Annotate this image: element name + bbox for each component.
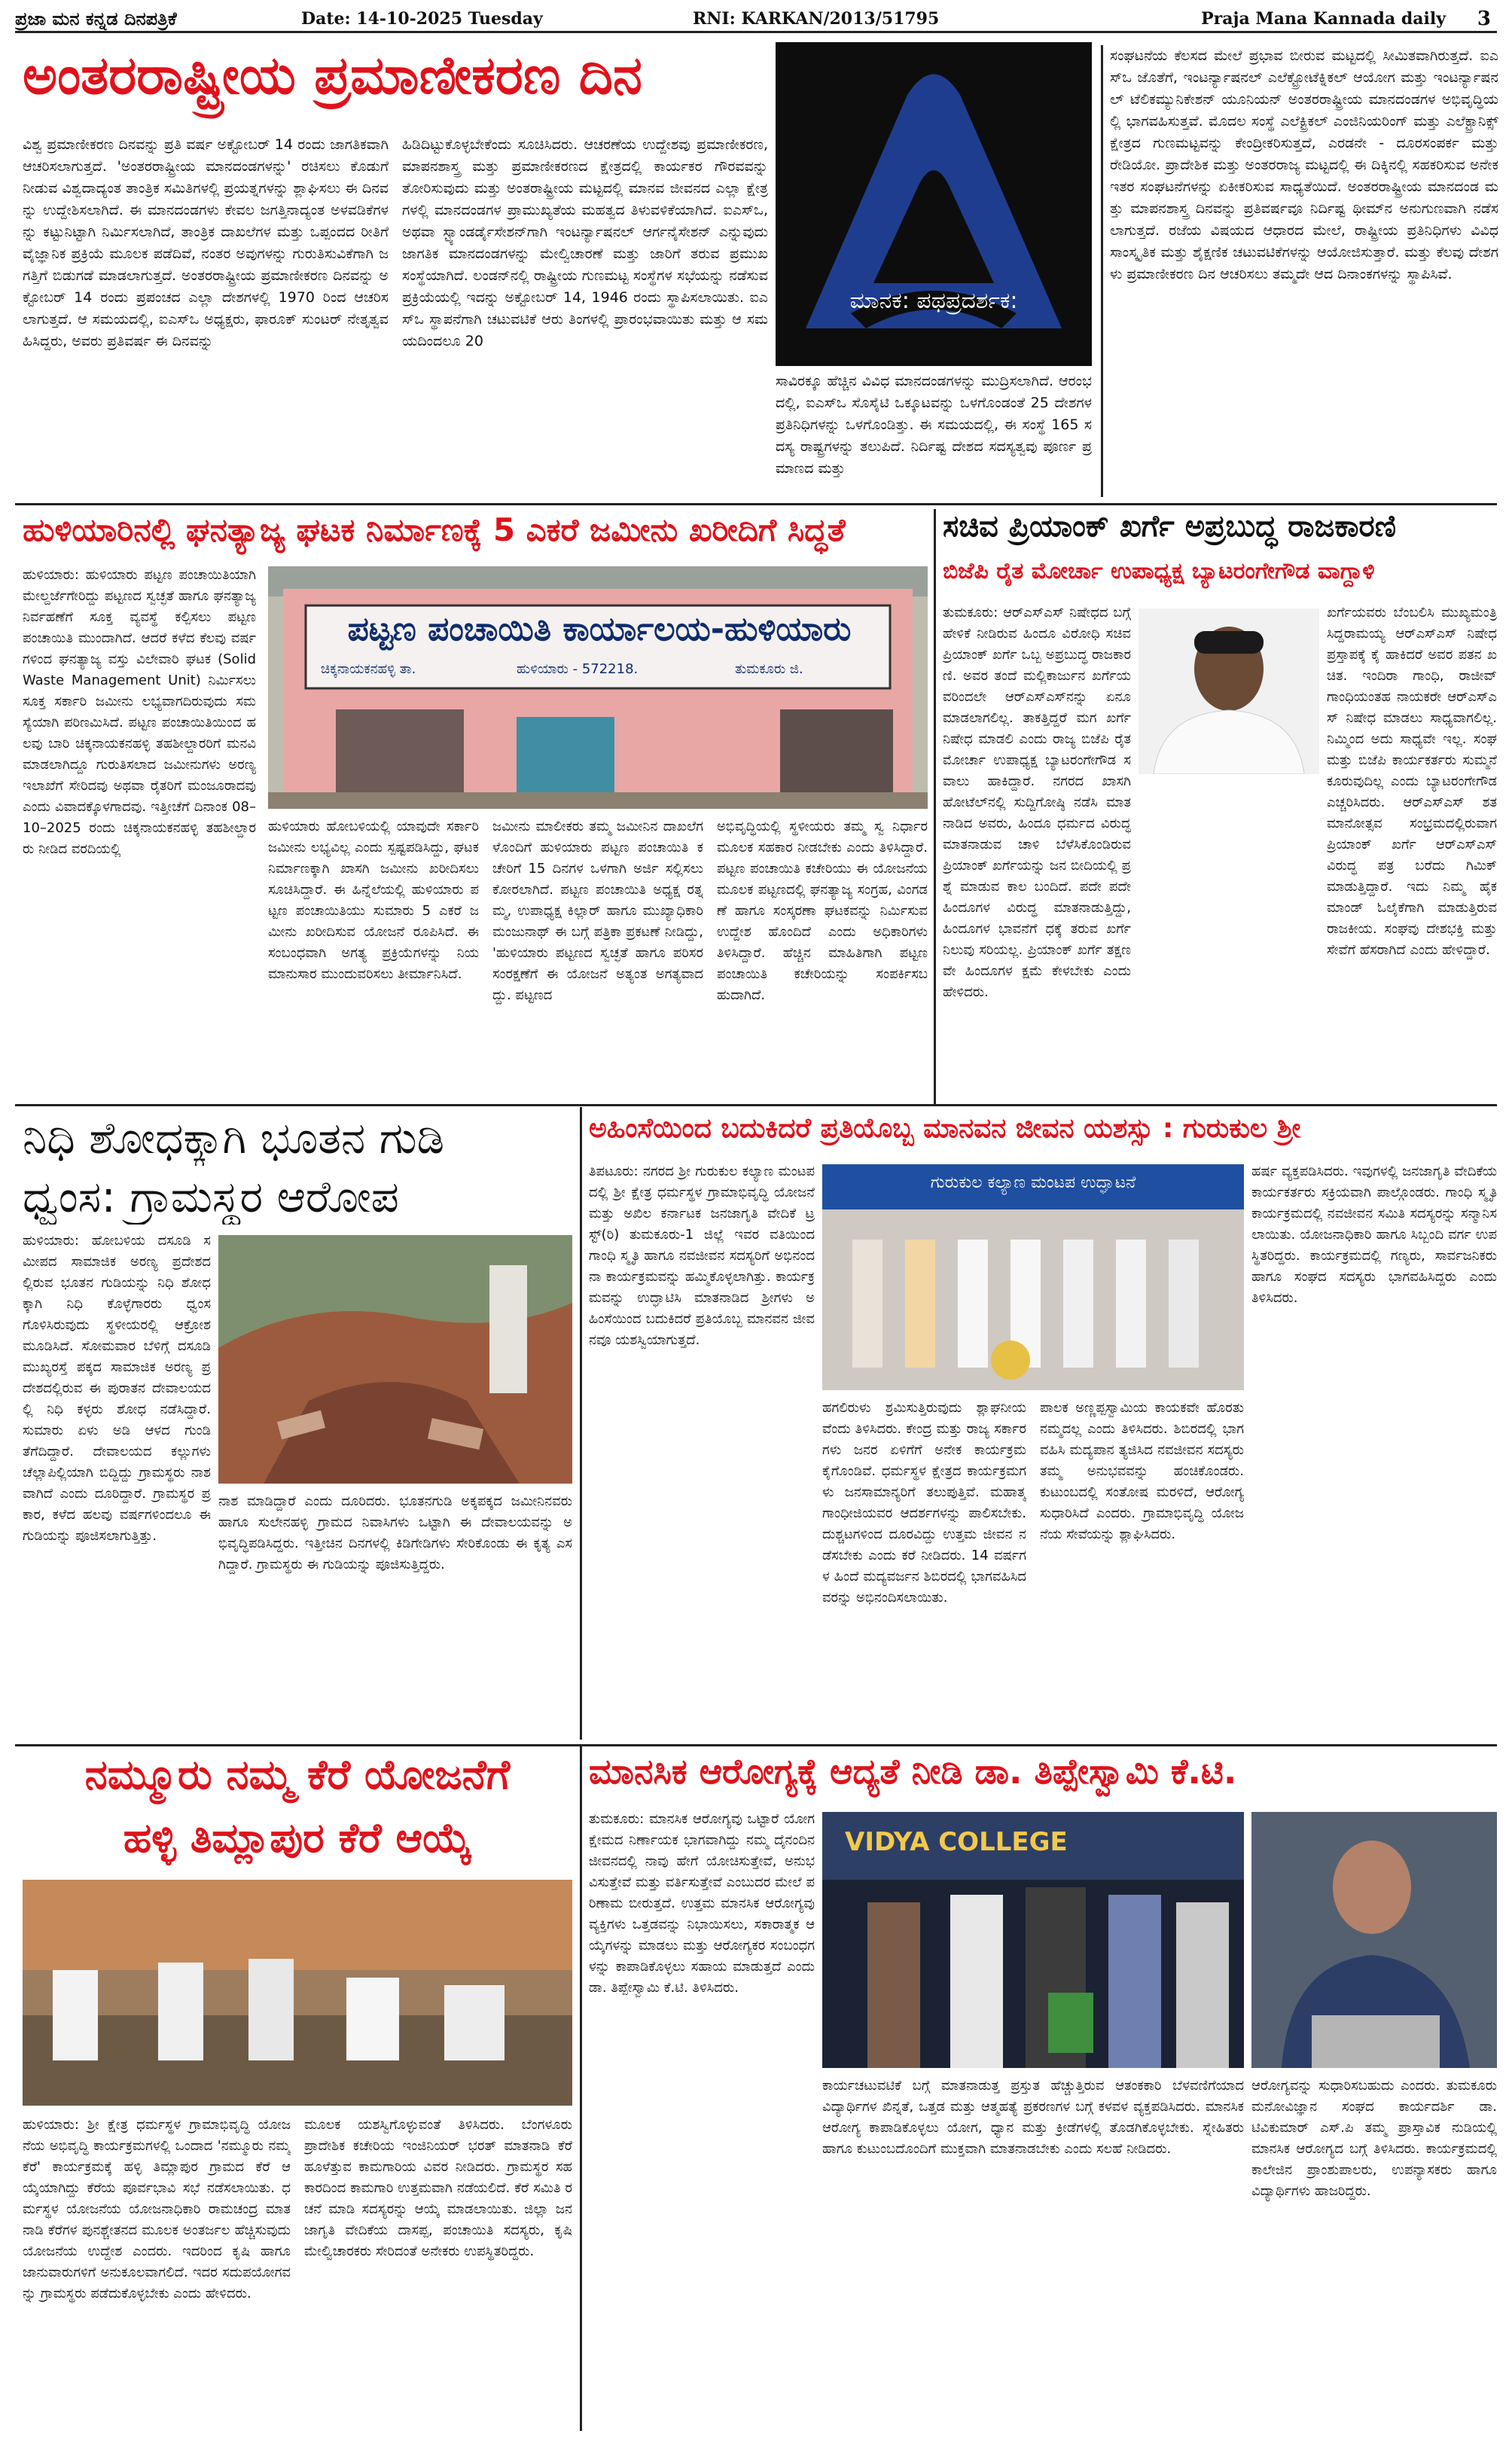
gurukula-event-photo <box>822 1164 1244 1390</box>
article-3-subheadline: ಬಿಜೆಪಿ ರೈತ ಮೋರ್ಚಾ ಉಪಾಧ್ಯಕ್ಷ ಬ್ಯಾಟರಂಗೇಗೌಡ ವಾಗ್ದಾಳಿ <box>943 559 1375 584</box>
article-4-divider <box>580 1107 582 1740</box>
village-meeting-icon <box>23 1880 572 2106</box>
article-7-headline: ಮಾನಸಿಕ ಆರೋಗ್ಯಕ್ಕೆ ಆದ್ಯತೆ ನೀಡಿ ಡಾ. ತಿಪ್ಪೇಸ್ವಾಮಿ ಕೆ.ಟಿ. <box>589 1752 1237 1792</box>
article-1-col-2: ಹಿಡಿದಿಟ್ಟುಕೊಳ್ಳಬೇಕೆಂದು ಸೂಚಿಸಿದರು. ಆಚರಣೆಯ ಉದ್ದೇಶವು ಪ್ರಮಾಣೀಕರಣ, ಮಾಪನಶಾಸ್ತ್ರ ಮತ್ತು ಪ್ರಮಾಣೀಕರಣದ ಕ್ಷೇತ್ರದಲ್ಲಿ ಕಾರ್ಯಕರ ಗೌರವವನ್ನು ತೋರಿಸುವುದು ಮತ್ತು ಅಂತರಾಷ್ಟ್ರೀಯ ಮಟ್ಟದಲ್ಲಿ ಮಾನವ ಜೀವನದ ಎಲ್ಲಾ ಕ್ಷೇತ್ರಗಳಲ್ಲಿ ಮಾನದಂಡಗಳ ಪ್ರಾಮುಖ್ಯತೆಯ ಮಹತ್ವದ ತಿಳುವಳಿಕೆಯಾಗಿದೆ. ಐಎಸ್‌ಒ, ಅಥವಾ ಸ್ಟ್ಯಾಂಡರ್ಡೈಸೇಶನ್‌ಗಾಗಿ ಇಂಟರ್ನ್ಯಾಷನಲ್ ಆರ್ಗನೈಸೇಶನ್ ಎನ್ನುವುದು ಜಾಗತಿಕ ಮಾನದಂಡಗಳನ್ನು ಮೇಲ್ವಿಚಾರಣೆ ಮತ್ತು ಜಾರಿಗೆ ತರುವ ಪ್ರಮುಖ ಸಂಸ್ಥೆಯಾಗಿದೆ. ಲಂಡನ್‌ನಲ್ಲಿ ರಾಷ್ಟ್ರೀಯ ಗುಣಮಟ್ಟ ಸಂಸ್ಥೆಗಳ ಸಭೆಯನ್ನು ನಡೆಸುವ ಪ್ರಕ್ರಿಯೆಯಲ್ಲಿ ಇದನ್ನು ಅಕ್ಟೋಬರ್ 14, 1946 ರಂದು ಸ್ಥಾಪಿಸಲಾಯಿತು. ಐಎಸ್‌ಒ ಸ್ಥಾಪನೆಗಾಗಿ ಚಟುವಟಿಕೆ ಆರು ತಿಂಗಳಲ್ಲಿ ಪ್ರಾರಂಭವಾಯಿತು ಮತ್ತು ಆ ಸಮಯದಿಂದಲೂ 20 <box>402 136 768 349</box>
article-3-body-right <box>1327 602 1497 1104</box>
article-3-body-left <box>943 602 1131 1104</box>
bis-logo-caption: ಮಾನಕ: ಪಥಪ್ರದರ್ಶಕ: <box>849 288 1018 314</box>
article-4-headline-line-2: ಧ್ವಂಸ: ಗ್ರಾಮಸ್ಥರ ಆರೋಪ <box>23 1172 399 1222</box>
article-1-headline: ಅಂತರರಾಷ್ಟ್ರೀಯ ಪ್ರಮಾಣೀಕರಣ ದಿನ <box>23 45 642 106</box>
panchayat-building-icon <box>268 566 928 809</box>
panchayat-sign-sub-right: ತುಮಕೂರು ಜಿ. <box>735 661 803 677</box>
article-7-body-right <box>1251 2076 1497 2431</box>
article-4-headline-line-1: ನಿಧಿ ಶೋಧಕ್ಕಾಗಿ ಭೂತನ ಗುಡಿ <box>23 1113 445 1164</box>
person-portrait-icon <box>1139 608 1319 774</box>
article-5-body-left <box>589 1161 815 1740</box>
masthead-brand: ಪ್ರಜಾ ಮನ ಕನ್ನಡ ದಿನಪತ್ರಿಕೆ <box>15 8 177 29</box>
article-1-divider <box>1101 45 1103 497</box>
article-7-col-2: ಕಾರ್ಯಚಟುವಟಿಕೆ ಬಗ್ಗೆ ಮಾತನಾಡುತ್ತ ಪ್ರಸ್ತುತ ಹೆಚ್ಚುತ್ತಿರುವ ಆತಂಕಕಾರಿ ಬೆಳವಣಿಗೆಯಾದ ವಿದ್ಯಾರ್ಥಿಗಳ ಖಿನ್ನತೆ, ಒತ್ತಡ ಮತ್ತು ಆತ್ಮಹತ್ಯೆ ಪ್ರಕರಣಗಳ ಬಗ್ಗೆ ಕಳವಳ ವ್ಯಕ್ತಪಡಿಸಿದರು. ಮಾನಸಿಕ ಆರೋಗ್ಯ ಕಾಪಾಡಿಕೊಳ್ಳಲು ಯೋಗ, ಧ್ಯಾನ ಮತ್ತು ಕ್ರೀಡೆಗಳಲ್ಲಿ ತೊಡಗಿಕೊಳ್ಳಬೇಕು. ಸ್ನೇಹಿತರು ಹಾಗೂ ಕುಟುಂಬದೊಂದಿಗೆ ಮುಕ್ತವಾಗಿ ಮಾತನಾಡಬೇಕು ಎಂದು ಸಲಹೆ ನೀಡಿದರು. <box>822 2078 1244 2157</box>
section-divider-2 <box>15 1104 1497 1106</box>
article-1-col-4: ಸಂಘಟನೆಯ ಕೆಲಸದ ಮೇಲೆ ಪ್ರಭಾವ ಬೀರುವ ಮಟ್ಟದಲ್ಲಿ ಸೀಮಿತವಾಗಿರುತ್ತದೆ. ಐಎಸ್‌ಒ ಜೊತೆಗೆ, ಇಂಟರ್ನ್ಯಾಷನಲ್ ಎಲೆಕ್ಟ್ರೋಟೆಕ್ನಿಕಲ್ ಆಯೋಗ ಮತ್ತು ಇಂಟರ್ನ್ಯಾಷನಲ್ ಟೆಲಿಕಮ್ಯುನಿಕೇಶನ್ ಯೂನಿಯನ್ ಅಂತರರಾಷ್ಟ್ರೀಯ ಮಾನದಂಡಗಳ ಅಭಿವೃದ್ಧಿಯಲ್ಲಿ ಭಾಗವಹಿಸುತ್ತವೆ. ಮೊದಲ ಸಂಸ್ಥೆ ಎಲೆಕ್ಟ್ರಿಕಲ್ ಎಂಜಿನಿಯರಿಂಗ್ ಮತ್ತು ಎಲೆಕ್ಟ್ರಾನಿಕ್ಸ್ ಕ್ಷೇತ್ರದ ಗುಣಮಟ್ಟವನ್ನು ಕೇಂದ್ರೀಕರಿಸುತ್ತದೆ, ಎರಡನೇ - ದೂರಸಂಪರ್ಕ ಮತ್ತು ರೇಡಿಯೋ. ಪ್ರಾದೇಶಿಕ ಮತ್ತು ಅಂತರರಾಜ್ಯ ಮಟ್ಟದಲ್ಲಿ ಈ ದಿಕ್ಕಿನಲ್ಲಿ ಸಹಕರಿಸುವ ಅನೇಕ ಇತರ ಸಂಘಟನೆಗಳನ್ನು ಏಕೀಕರಿಸುವ ಸಾಧ್ಯತೆಯಿದೆ. ಅಂತರರಾಷ್ಟ್ರೀಯ ಮಾನದಂಡ ಮತ್ತು ಮಾಪನಶಾಸ್ತ್ರ ದಿನವನ್ನು ಪ್ರತಿವರ್ಷವೂ ನಿರ್ದಿಷ್ಟ ಥೀಮ್‌ನ ಅನುಗುಣವಾಗಿ ನಡೆಸಲಾಗುತ್ತದೆ. ರಜೆಯ ವಿಷಯದ ಆಧಾರದ ಮೇಲೆ, ರಾಷ್ಟ್ರೀಯ ಪ್ರತಿನಿಧಿಗಳು ವಿವಿಧ ಸಾಂಸ್ಕೃತಿಕ ಮತ್ತು ಶೈಕ್ಷಣಿಕ ಚಟುವಟಿಕೆಗಳನ್ನು ಆಯೋಜಿಸುತ್ತಾರೆ. ಮತ್ತು ಕೆಲವು ದೇಶಗಳು ಪ್ರಮಾಣೀಕರಣ ದಿನ ಆಚರಿಸಲು ತಮ್ಮದೇ ಆದ ದಿನಾಂಕಗಳನ್ನು ಸ್ಥಾಪಿಸಿವೆ. <box>1110 47 1498 282</box>
gurukula-banner-text: ಗುರುಕುಲ ಕಲ್ಯಾಣ ಮಂಟಪ ಉದ್ಘಾಟನೆ <box>930 1173 1136 1192</box>
article-2-body-left <box>23 565 256 1096</box>
article-5-col-2: ಹಗಲಿರುಳು ಶ್ರಮಿಸುತ್ತಿರುವುದು ಶ್ಲಾಘನೀಯವೆಂದು ತಿಳಿಸಿದರು. ಕೇಂದ್ರ ಮತ್ತು ರಾಜ್ಯ ಸರ್ಕಾರಗಳು ಜನರ ಏಳಿಗೆಗೆ ಅನೇಕ ಕಾರ್ಯಕ್ರಮ ಕೈಗೊಂಡಿವೆ. ಧರ್ಮಸ್ಥಳ ಕ್ಷೇತ್ರದ ಕಾರ್ಯಕ್ರಮಗಳು ಜನಸಾಮಾನ್ಯರಿಗೆ ತಲುಪುತ್ತಿವೆ. ಮಹಾತ್ಮ ಗಾಂಧೀಜಿಯವರ ಆದರ್ಶಗಳನ್ನು ಪಾಲಿಸಬೇಕು. ದುಶ್ಚಟಗಳಿಂದ ದೂರವಿದ್ದು ಉತ್ತಮ ಜೀವನ ನಡೆಸಬೇಕು ಎಂದು ಕರೆ ನೀಡಿದರು. 14 ವರ್ಷಗಳ ಹಿಂದೆ ಮದ್ಯವರ್ಜನ ಶಿಬಿರದಲ್ಲಿ ಭಾಗವಹಿಸಿದವರನ್ನು ಅಭಿನಂದಿಸಲಾಯಿತು. <box>822 1400 1026 1606</box>
article-2-divider <box>934 509 936 1104</box>
panchayat-office-photo <box>268 566 928 809</box>
article-1-col-3: ಸಾವಿರಕ್ಕೂ ಹೆಚ್ಚಿನ ವಿವಿಧ ಮಾನದಂಡಗಳನ್ನು ಮುದ್ರಿಸಲಾಗಿದೆ. ಆರಂಭದಲ್ಲಿ, ಐಎಸ್‌ಒ ಸೊಸೈಟಿ ಒಕ್ಕೂಟವನ್ನು ಒಳಗೊಂಡಂತೆ 25 ದೇಶಗಳ ಪ್ರತಿನಿಧಿಗಳನ್ನು ಒಳಗೊಂಡಿತ್ತು. ಈ ಸಮಯದಲ್ಲಿ, ಈ ಸಂಸ್ಥೆ 165 ಸದಸ್ಯ ರಾಷ್ಟ್ರಗಳನ್ನು ತಲುಪಿದೆ. ನಿರ್ದಿಷ್ಟ ದೇಶದ ಸದಸ್ಯತ್ವವು ಪೂರ್ಣ ಪ್ರಮಾಣದ ಮತ್ತು <box>776 373 1092 477</box>
article-4-col-2: ನಾಶ ಮಾಡಿದ್ದಾರೆ ಎಂದು ದೂರಿದರು. ಭೂತನಗುಡಿ ಅಕ್ಕಪಕ್ಕದ ಜಮೀನಿನವರು ಹಾಗೂ ಸುಲೇನಹಳ್ಳಿ ಗ್ರಾಮದ ನಿವಾಸಿಗಳು ಒಟ್ಟಾಗಿ ಈ ದೇವಾಲಯವನ್ನು ಅಭಿವೃದ್ಧಿಪಡಿಸಿದ್ದರು. ಇತ್ತೀಚಿನ ದಿನಗಳಲ್ಲಿ ಕಿಡಿಗೇಡಿಗಳು ಸೇರಿಕೊಂಡು ಈ ಕೃತ್ಯ ಎಸಗಿದ್ದಾರೆ. ಗ್ರಾಮಸ್ಥರು ಈ ಗುಡಿಯನ್ನು ಪೂಜಿಸುತ್ತಿದ್ದರು. <box>218 1493 572 1572</box>
article-3-headline: ಸಚಿವ ಪ್ರಿಯಾಂಕ್ ಖರ್ಗೆ ಅಪ್ರಬುದ್ಧ ರಾಜಕಾರಣಿ <box>943 509 1397 544</box>
article-5-col-1: ತಿಪಟೂರು: ನಗರದ ಶ್ರೀ ಗುರುಕುಲ ಕಲ್ಯಾಣ ಮಂಟಪದಲ್ಲಿ ಶ್ರೀ ಕ್ಷೇತ್ರ ಧರ್ಮಸ್ಥಳ ಗ್ರಾಮಾಭಿವೃದ್ಧಿ ಯೋಜನೆ ಮತ್ತು ಅಖಿಲ ಕರ್ನಾಟಕ ಜನಜಾಗೃತಿ ವೇದಿಕೆ ಟ್ರಸ್ಟ್(ರಿ) ತುಮಕೂರು-1 ಜಿಲ್ಲೆ ಇವರ ವತಿಯಿಂದ ಗಾಂಧಿ ಸ್ಮೃತಿ ಹಾಗೂ ನವಜೀವನ ಸದಸ್ಯರಿಗೆ ಅಭಿನಂದನಾ ಕಾರ್ಯಕ್ರಮವನ್ನು ಹಮ್ಮಿಕೊಳ್ಳಲಾಗಿತ್ತು. ಕಾರ್ಯಕ್ರಮವನ್ನು ಉದ್ಘಾಟಿಸಿ ಮಾತನಾಡಿದ ಶ್ರೀಗಳು ಅಹಿಂಸೆಯಿಂದ ಬದುಕಿದರೆ ಪ್ರತಿಯೊಬ್ಬ ಮಾನವನ ಜೀವನವೂ ಯಶಸ್ವಿಯಾಗುತ್ತದೆ. <box>589 1164 815 1348</box>
article-2-headline: ಹುಳಿಯಾರಿನಲ್ಲಿ ಘನತ್ಯಾಜ್ಯ ಘಟಕ ನಿರ್ಮಾಣಕ್ಕೆ 5 ಎಕರೆ ಜಮೀನು ಖರೀದಿಗೆ ಸಿದ್ಧತೆ <box>23 512 846 548</box>
section-divider-1 <box>15 503 1497 505</box>
page-number: 3 <box>1477 7 1491 30</box>
bis-logo-image <box>776 42 1092 366</box>
issue-date: Date: 14-10-2025 Tuesday <box>301 8 543 29</box>
speaker-at-podium-icon <box>1251 1812 1497 2068</box>
article-6-body <box>23 2115 572 2431</box>
article-5-body-right <box>1251 1161 1497 1740</box>
article-1-col-1: ವಿಶ್ವ ಪ್ರಮಾಣೀಕರಣ ದಿನವನ್ನು ಪ್ರತಿ ವರ್ಷ ಅಕ್ಟೋಬರ್ 14 ರಂದು ಜಾಗತಿಕವಾಗಿ ಆಚರಿಸಲಾಗುತ್ತದೆ. 'ಅಂತರರಾಷ್ಟ್ರೀಯ ಮಾನದಂಡಗಳನ್ನು' ರಚಿಸಲು ಕೊಡುಗೆ ನೀಡುವ ವಿಶ್ವದಾದ್ಯಂತ ತಾಂತ್ರಿಕ ಸಮಿತಿಗಳಲ್ಲಿ ಪ್ರಯತ್ನಗಳನ್ನು ಶ್ಲಾಘಿಸಲು ಈ ದಿನವನ್ನು ಉದ್ದೇಶಿಸಲಾಗಿದೆ. ಈ ಮಾನದಂಡಗಳು ಕೇವಲ ಜಗತ್ತಿನಾದ್ಯಂತ ಅಳವಡಿಕೆಗಳನ್ನು ಕಟ್ಟುನಿಟ್ಟಾಗಿ ನಿರ್ಮಿಸಲಾಗಿದೆ, ತಾಂತ್ರಿಕ ದಾಖಲೆಗಳ ಮತ್ತು ಒಪ್ಪಂದದ ರೀತಿಗೆ ವೈಜ್ಞಾನಿಕ ಪ್ರಕ್ರಿಯೆ ಮೂಲಕ ಪಡೆದಿವೆ, ನಂತರ ಅವುಗಳನ್ನು ಗುರುತಿಸುವಿಕೆಗಾಗಿ ಜಗತ್ತಿಗೆ ಬಿಡುಗಡೆ ಮಾಡಲಾಗುತ್ತದೆ. ಅಂತರರಾಷ್ಟ್ರೀಯ ಪ್ರಮಾಣೀಕರಣ ದಿನವನ್ನು ಅಕ್ಟೋಬರ್ 14 ರಂದು ಪ್ರಪಂಚದ ಎಲ್ಲಾ ದೇಶಗಳಲ್ಲಿ 1970 ರಿಂದ ಆಚರಿಸಲಾಗುತ್ತದೆ. ಆ ಸಮಯದಲ್ಲಿ, ಐಎಸ್‌ಒ ಅಧ್ಯಕ್ಷರು, ಫಾರೂಕ್ ಸುಂಟರ್ ನೇತೃತ್ವವಹಿಸಿದ್ದರು, ಅವರು ಪ್ರತಿವರ್ಷ ಈ ದಿನವನ್ನು <box>23 136 389 349</box>
demolished-temple-photo <box>218 1235 572 1484</box>
section-divider-4 <box>15 1744 580 1746</box>
article-4-body-left <box>23 1231 211 1740</box>
lake-meeting-photo <box>23 1880 572 2106</box>
article-2-col-2: ಹುಳಿಯಾರು ಹೋಬಳಿಯಲ್ಲಿ ಯಾವುದೇ ಸರ್ಕಾರಿ ಜಮೀನು ಲಭ್ಯವಿಲ್ಲ ಎಂದು ಸ್ಪಷ್ಟಪಡಿಸಿದ್ದು, ಘಟಕ ನಿರ್ಮಾಣಕ್ಕಾಗಿ ಖಾಸಗಿ ಜಮೀನು ಖರೀದಿಸಲು ಸೂಚಿಸಿದ್ದಾರೆ. ಈ ಹಿನ್ನೆಲೆಯಲ್ಲಿ ಹುಳಿಯಾರು ಪಟ್ಟಣ ಪಂಚಾಯಿತಿಯು ಸುಮಾರು 5 ಎಕರೆ ಜಮೀನು ಖರೀದಿಸುವ ಯೋಜನೆ ರೂಪಿಸಿದೆ. ಈ ಸಂಬಂಧವಾಗಿ ಅಗತ್ಯ ಪ್ರಕ್ರಿಯೆಗಳನ್ನು ನಿಯಮಾನುಸಾರ ಮುಂದುವರಿಸಲು ತೀರ್ಮಾನಿಸಿದೆ. <box>268 819 479 982</box>
article-1-body-center <box>776 371 1092 496</box>
panchayat-sign-sub-mid: ಹುಳಿಯಾರು - 572218. <box>517 661 639 677</box>
article-4-body-bottom <box>218 1491 572 1740</box>
article-3-col-1: ತುಮಕೂರು: ಆರ್‌ಎಸ್‌ಎಸ್ ನಿಷೇಧದ ಬಗ್ಗೆ ಹೇಳಿಕೆ ನೀಡಿರುವ ಹಿಂದೂ ವಿರೋಧಿ ಸಚಿವ ಪ್ರಿಯಾಂಕ್ ಖರ್ಗೆ ಒಬ್ಬ ಅಪ್ರಬುದ್ಧ ರಾಜಕಾರಣಿ. ಅವರ ತಂದೆ ಮಲ್ಲಿಕಾರ್ಜುನ ಖರ್ಗೆಯವರಿಂದಲೇ ಆರ್‌ಎಸ್‌ಎಸ್‌ನನ್ನು ಏನೂ ಮಾಡಲಾಗಲಿಲ್ಲ. ತಾಕತ್ತಿದ್ದರೆ ಮಗ ಖರ್ಗೆ ನಿಷೇಧ ಮಾಡಲಿ ಎಂದು ರಾಜ್ಯ ಬಿಜೆಪಿ ರೈತ ಮೋರ್ಚಾ ಉಪಾಧ್ಯಕ್ಷ ಬ್ಯಾಟರಂಗೇಗೌಡ ಸವಾಲು ಹಾಕಿದ್ದಾರೆ. ನಗರದ ಖಾಸಗಿ ಹೋಟೆಲ್‌ನಲ್ಲಿ ಸುದ್ದಿಗೋಷ್ಠಿ ನಡೆಸಿ ಮಾತನಾಡಿದ ಅವರು, ಹಿಂದೂ ಧರ್ಮದ ವಿರುದ್ಧ ಮಾತನಾಡುವ ಚಾಳಿ ಬೆಳೆಸಿಕೊಂಡಿರುವ ಪ್ರಿಯಾಂಕ್ ಖರ್ಗೆಯನ್ನು ಜನ ಬೀದಿಯಲ್ಲಿ ಪ್ರಶ್ನೆ ಮಾಡುವ ಕಾಲ ಬಂದಿದೆ. ಪದೇ ಪದೇ ಹಿಂದೂಗಳ ವಿರುದ್ಧ ಮಾತನಾಡುತ್ತಿದ್ದು, ಹಿಂದೂಗಳ ಭಾವನೆಗೆ ಧಕ್ಕೆ ತರುವ ಖರ್ಗೆ ನಿಲುವು ಸರಿಯಲ್ಲ. ಪ್ರಿಯಾಂಕ್ ಖರ್ಗೆ ತಕ್ಷಣವೇ ಹಿಂದೂಗಳ ಕ್ಷಮೆ ಕೇಳಬೇಕು ಎಂದು ಹೇಳಿದರು. <box>943 605 1131 1000</box>
speaker-portrait-photo <box>1139 608 1319 774</box>
article-5-body-center <box>822 1398 1244 1740</box>
page-header <box>15 6 1497 33</box>
article-7-body-center <box>822 2076 1244 2431</box>
article-4-col-1: ಹುಳಿಯಾರು: ಹೋಬಳಿಯ ದಸೂಡಿ ಸಮೀಪದ ಸಾಮಾಜಿಕ ಅರಣ್ಯ ಪ್ರದೇಶದಲ್ಲಿರುವ ಭೂತನ ಗುಡಿಯನ್ನು ನಿಧಿ ಶೋಧಕ್ಕಾಗಿ ನಿಧಿ ಕೊಳ್ಳೆಗಾರರು ಧ್ವಂಸಗೊಳಿಸಿರುವುದು ಸ್ಥಳೀಯರಲ್ಲಿ ಆಕ್ರೋಶ ಮೂಡಿಸಿದೆ. ಸೋಮವಾರ ಬೆಳಿಗ್ಗೆ ದಸೂಡಿ ಮುಖ್ಯರಸ್ತೆ ಪಕ್ಕದ ಸಾಮಾಜಿಕ ಅರಣ್ಯ ಪ್ರದೇಶದಲ್ಲಿರುವ ಈ ಪುರಾತನ ದೇವಾಲಯದಲ್ಲಿ ನಿಧಿ ಕಳ್ಳರು ಶೋಧ ನಡೆಸಿದ್ದಾರೆ. ಸುಮಾರು ಏಳು ಅಡಿ ಆಳದ ಗುಂಡಿ ತೆಗೆದಿದ್ದಾರೆ. ದೇವಾಲಯದ ಕಲ್ಲುಗಳು ಚೆಲ್ಲಾಪಿಲ್ಲಿಯಾಗಿ ಬಿದ್ದಿದ್ದು ಗ್ರಾಮಸ್ಥರು ನಾಶವಾಗಿದೆ ಎಂದು ದೂರಿದ್ದಾರೆ. ಗ್ರಾಮಸ್ಥರ ಪ್ರಕಾರ, ಕಳೆದ ಹಲವು ವರ್ಷಗಳಿಂದಲೂ ಈ ಗುಡಿಯನ್ನು ಪೂಜಿಸಲಾಗುತ್ತಿತ್ತು. <box>23 1233 211 1544</box>
article-7-body-left <box>589 1809 815 2431</box>
article-1-body-right <box>1110 45 1498 497</box>
article-6-headline-line-1: ನಮ್ಮೂರು ನಮ್ಮ ಕೆರೆ ಯೋಜನೆಗೆ <box>84 1752 511 1798</box>
article-5-headline: ಅಹಿಂಸೆಯಿಂದ ಬದುಕಿದರೆ ಪ್ರತಿಯೊಬ್ಬ ಮಾನವನ ಜೀವನ ಯಶಸ್ಸು : ಗುರುಕುಲ ಶ್ರೀ <box>589 1113 1301 1144</box>
article-6-col-2: ಮೂಲಕ ಯಶಸ್ವಿಗೊಳ್ಳುವಂತೆ ತಿಳಿಸಿದರು. ಬೆಂಗಳೂರು ಪ್ರಾದೇಶಿಕ ಕಚೇರಿಯ ಇಂಜಿನಿಯರ್ ಭರತ್ ಮಾತನಾಡಿ ಕೆರೆ ಹೂಳೆತ್ತುವ ಕಾಮಗಾರಿಯ ವಿವರ ನೀಡಿದರು. ಗ್ರಾಮಸ್ಥರ ಸಹಕಾರದಿಂದ ಕಾಮಗಾರಿ ಉತ್ತಮವಾಗಿ ನಡೆಯಲಿದೆ. ಕೆರೆ ಸಮಿತಿ ರಚನೆ ಮಾಡಿ ಸದಸ್ಯರನ್ನು ಆಯ್ಕೆ ಮಾಡಲಾಯಿತು. ಜಿಲ್ಲಾ ಜನಜಾಗೃತಿ ವೇದಿಕೆಯ ದಾಸಪ್ಪ, ಪಂಚಾಯಿತಿ ಸದಸ್ಯರು, ಕೃಷಿ ಮೇಲ್ವಿಚಾರಕರು ಸೇರಿದಂತೆ ಅನೇಕರು ಉಪಸ್ಥಿತರಿದ್ದರು. <box>304 2117 572 2259</box>
college-event-photo <box>822 1812 1244 2068</box>
article-5-col-4: ಹರ್ಷ ವ್ಯಕ್ತಪಡಿಸಿದರು. ಇವುಗಳಲ್ಲಿ ಜನಜಾಗೃತಿ ವೇದಿಕೆಯ ಕಾರ್ಯಕರ್ತರು ಸಕ್ರಿಯವಾಗಿ ಪಾಲ್ಗೊಂಡರು. ಗಾಂಧಿ ಸ್ಮೃತಿ ಕಾರ್ಯಕ್ರಮದಲ್ಲಿ ನವಜೀವನ ಸಮಿತಿ ಸದಸ್ಯರನ್ನು ಸನ್ಮಾನಿಸಲಾಯಿತು. ಯೋಜನಾಧಿಕಾರಿ ಹಾಗೂ ಸಿಬ್ಬಂದಿ ವರ್ಗ ಉಪಸ್ಥಿತರಿದ್ದರು. ಕಾರ್ಯಕ್ರಮದಲ್ಲಿ ಗಣ್ಯರು, ಸಾರ್ವಜನಿಕರು ಹಾಗೂ ಸಂಘದ ಸದಸ್ಯರು ಭಾಗವಹಿಸಿದ್ದರು ಎಂದು ತಿಳಿಸಿದರು. <box>1251 1164 1497 1306</box>
panchayat-sign-sub-left: ಚಿಕ್ಕನಾಯಕನಹಳ್ಳಿ ತಾ. <box>321 661 416 677</box>
panchayat-sign-title: ಪಟ್ಟಣ ಪಂಚಾಯಿತಿ ಕಾರ್ಯಾಲಯ-ಹುಳಿಯಾರು <box>347 610 852 648</box>
article-3-col-2: ಖರ್ಗೆಯವರು ಬೆಂಬಲಿಸಿ ಮುಖ್ಯಮಂತ್ರಿ ಸಿದ್ದರಾಮಯ್ಯ ಆರ್‌ಎಸ್‌ಎಸ್ ನಿಷೇಧ ಪ್ರಸ್ತಾಪಕ್ಕೆ ಕೈ ಹಾಕಿದರೆ ಅವರ ಪತನ ಖಚಿತ. ಇಂದಿರಾ ಗಾಂಧಿ, ರಾಜೀವ್ ಗಾಂಧಿಯಂತಹ ನಾಯಕರೇ ಆರ್‌ಎಸ್‌ಎಸ್ ನಿಷೇಧ ಮಾಡಲು ಸಾಧ್ಯವಾಗಲಿಲ್ಲ. ನಿಮ್ಮಿಂದ ಅದು ಸಾಧ್ಯವೇ ಇಲ್ಲ. ಸಂಘ ಮತ್ತು ಬಿಜೆಪಿ ಕಾರ್ಯಕರ್ತರು ಸುಮ್ಮನೆ ಕೂರುವುದಿಲ್ಲ ಎಂದು ಬ್ಯಾಟರಂಗೇಗೌಡ ಎಚ್ಚರಿಸಿದರು. ಆರ್‌ಎಸ್‌ಎಸ್ ಶತಮಾನೋತ್ಸವ ಸಂಭ್ರಮದಲ್ಲಿರುವಾಗ ಪ್ರಿಯಾಂಕ್ ಖರ್ಗೆ ಆರ್‌ಎಸ್‌ಎಸ್ ವಿರುದ್ಧ ಪತ್ರ ಬರೆದು ಗಿಮಿಕ್ ಮಾಡುತ್ತಿದ್ದಾರೆ. ಇದು ನಿಮ್ಮ ಹೈಕಮಾಂಡ್ ಓಲೈಕೆಗಾಗಿ ಮಾಡುತ್ತಿರುವ ರಾಜಕೀಯ. ಸಂಘವು ದೇಶಭಕ್ತಿ ಮತ್ತು ಸೇವೆಗೆ ಹೆಸರಾಗಿದೆ ಎಂದು ಹೇಳಿದ್ದಾರೆ. <box>1327 605 1497 958</box>
college-banner-text: VIDYA COLLEGE <box>845 1827 1068 1857</box>
article-2-col-1: ಹುಳಿಯಾರು: ಹುಳಿಯಾರು ಪಟ್ಟಣ ಪಂಚಾಯಿತಿಯಾಗಿ ಮೇಲ್ದರ್ಜೆಗೇರಿದ್ದು ಪಟ್ಟಣದ ಸ್ವಚ್ಛತೆ ಹಾಗೂ ಘನತ್ಯಾಜ್ಯ ನಿರ್ವಹಣೆಗೆ ಸೂಕ್ತ ವ್ಯವಸ್ಥೆ ಕಲ್ಪಿಸಲು ಪಟ್ಟಣ ಪಂಚಾಯಿತಿ ಮುಂದಾಗಿದೆ. ಆದರೆ ಕಳೆದ ಕೆಲವು ವರ್ಷಗಳಿಂದ ಘನತ್ಯಾಜ್ಯ ವಸ್ತು ವಿಲೇವಾರಿ ಘಟಕ (Solid Waste Management Unit) ನಿರ್ಮಿಸಲು ಸೂಕ್ತ ಸರ್ಕಾರಿ ಜಮೀನು ಲಭ್ಯವಾಗದಿರುವುದು ಸಮಸ್ಯೆಯಾಗಿ ಪರಿಣಮಿಸಿದೆ. ಪಟ್ಟಣ ಪಂಚಾಯಿತಿಯಿಂದ ಹಲವು ಬಾರಿ ಚಿಕ್ಕನಾಯಕನಹಳ್ಳಿ ತಹಶೀಲ್ದಾರರಿಗೆ ಮನವಿ ಮಾಡಲಾಗಿದ್ದೂ ಗುರುತಿಸಲಾದ ಜಮೀನುಗಳು ಅರಣ್ಯ ಇಲಾಖೆಗೆ ಸೇರಿದವು ಅಥವಾ ರೈತರಿಗೆ ಮಂಜೂರಾದವು ಎಂದು ವಿವಾದಕ್ಕೊಳಗಾದವು. ಇತ್ತೀಚೆಗೆ ದಿನಾಂಕ 08–10–2025 ರಂದು ಚಿಕ್ಕನಾಯಕನಹಳ್ಳಿ ತಹಶೀಲ್ದಾರರು ನೀಡಿದ ವರದಿಯಲ್ಲಿ <box>23 567 256 857</box>
article-7-col-3: ಆರೋಗ್ಯವನ್ನು ಸುಧಾರಿಸಬಹುದು ಎಂದರು. ತುಮಕೂರು ಮನೋವಿಜ್ಞಾನ ಸಂಘದ ಕಾರ್ಯದರ್ಶಿ ಡಾ. ಟಿವಿಕುಮಾರ್ ಎಸ್.ಪಿ ತಮ್ಮ ಪ್ರಾಸ್ತಾವಿಕ ನುಡಿಯಲ್ಲಿ ಮಾನಸಿಕ ಆರೋಗ್ಯದ ಬಗ್ಗೆ ತಿಳಿಸಿದರು. ಕಾರ್ಯಕ್ರಮದಲ್ಲಿ ಕಾಲೇಜಿನ ಪ್ರಾಂಶುಪಾಲರು, ಉಪನ್ಯಾಸಕರು ಹಾಗೂ ವಿದ್ಯಾರ್ಥಿಗಳು ಹಾಜರಿದ್ದರು. <box>1251 2078 1497 2199</box>
article-6-headline-line-2: ಹಳ್ಳಿ ತಿಮ್ಲಾಪುರ ಕೆರೆ ಆಯ್ಕೆ <box>123 1815 472 1862</box>
article-7-col-1: ತುಮಕೂರು: ಮಾನಸಿಕ ಆರೋಗ್ಯವು ಒಟ್ಟಾರೆ ಯೋಗಕ್ಷೇಮದ ನಿರ್ಣಾಯಕ ಭಾಗವಾಗಿದ್ದು ನಮ್ಮ ದೈನಂದಿನ ಜೀವನದಲ್ಲಿ ನಾವು ಹೇಗೆ ಯೋಚಿಸುತ್ತೇವೆ, ಅನುಭವಿಸುತ್ತೇವೆ ಮತ್ತು ವರ್ತಿಸುತ್ತೇವೆ ಎಂಬುದರ ಮೇಲೆ ಪರಿಣಾಮ ಬೀರುತ್ತದೆ. ಉತ್ತಮ ಮಾನಸಿಕ ಆರೋಗ್ಯವು ವ್ಯಕ್ತಿಗಳು ಒತ್ತಡವನ್ನು ನಿಭಾಯಿಸಲು, ಸಕಾರಾತ್ಮಕ ಆಯ್ಕೆಗಳನ್ನು ಮಾಡಲು ಮತ್ತು ಆರೋಗ್ಯಕರ ಸಂಬಂಧಗಳನ್ನು ಕಾಪಾಡಿಕೊಳ್ಳಲು ಸಹಾಯ ಮಾಡುತ್ತದೆ ಎಂದು ಡಾ. ತಿಪ್ಪೇಸ್ವಾಮಿ ಕೆ.ಟಿ. ತಿಳಿಸಿದರು. <box>589 1811 815 1996</box>
article-6-col-1: ಹುಳಿಯಾರು: ಶ್ರೀ ಕ್ಷೇತ್ರ ಧರ್ಮಸ್ಥಳ ಗ್ರಾಮಾಭಿವೃದ್ಧಿ ಯೋಜನೆಯ ಅಭಿವೃದ್ಧಿ ಕಾರ್ಯಕ್ರಮಗಳಲ್ಲಿ ಒಂದಾದ 'ನಮ್ಮೂರು ನಮ್ಮ ಕೆರೆ' ಕಾರ್ಯಕ್ರಮಕ್ಕೆ ಹಳ್ಳಿ ತಿಮ್ಲಾಪುರ ಗ್ರಾಮದ ಕೆರೆ ಆಯ್ಕೆಯಾಗಿದ್ದು ಕೆರೆಯ ಪೂರ್ವಭಾವಿ ಸಭೆ ನಡೆಸಲಾಯಿತು. ಧರ್ಮಸ್ಥಳ ಯೋಜನೆಯ ಯೋಜನಾಧಿಕಾರಿ ರಾಮಚಂದ್ರ ಮಾತನಾಡಿ ಕೆರೆಗಳ ಪುನಶ್ಚೇತನದ ಮೂಲಕ ಅಂತರ್ಜಲ ಹೆಚ್ಚಿಸುವುದು ಯೋಜನೆಯ ಉದ್ದೇಶ ಎಂದರು. ಇದರಿಂದ ಕೃಷಿ ಹಾಗೂ ಜಾನುವಾರುಗಳಿಗೆ ಅನುಕೂಲವಾಗಲಿದೆ. ಇದರ ಸದುಪಯೋಗವನ್ನು ಗ್ರಾಮಸ್ಥರು ಪಡೆದುಕೊಳ್ಳಬೇಕು ಎಂದು ಹೇಳಿದರು. <box>23 2117 291 2301</box>
rubble-pit-icon <box>218 1235 572 1484</box>
article-5-col-3: ಪಾಲಕ ಅಣ್ಣಪ್ಪಸ್ವಾಮಿಯ ಕಾಯಕವೇ ಹೊರತು ನಮ್ಮದಲ್ಲ ಎಂದು ತಿಳಿಸಿದರು. ಶಿಬಿರದಲ್ಲಿ ಭಾಗವಹಿಸಿ ಮದ್ಯಪಾನ ತ್ಯಜಿಸಿದ ನವಜೀವನ ಸದಸ್ಯರು ತಮ್ಮ ಅನುಭವವನ್ನು ಹಂಚಿಕೊಂಡರು. ಕುಟುಂಬದಲ್ಲಿ ಸಂತೋಷ ಮರಳಿದೆ, ಆರೋಗ್ಯ ಸುಧಾರಿಸಿದೆ ಎಂದರು. ಗ್ರಾಮಾಭಿವೃದ್ಧಿ ಯೋಜನೆಯ ಸೇವೆಯನ್ನು ಶ್ಲಾಘಿಸಿದರು. <box>1040 1400 1244 1542</box>
article-1-body-left <box>23 134 768 496</box>
section-divider-3 <box>580 1744 1497 1746</box>
paper-name: Praja Mana Kannada daily <box>1201 8 1446 29</box>
article-6-divider <box>580 1744 582 2431</box>
article-2-body-bottom <box>268 816 928 1096</box>
article-2-col-3: ಜಮೀನು ಮಾಲೀಕರು ತಮ್ಮ ಜಮೀನಿನ ದಾಖಲೆಗಳೊಂದಿಗೆ ಹುಳಿಯಾರು ಪಟ್ಟಣ ಪಂಚಾಯಿತಿ ಕಚೇರಿಗೆ 15 ದಿನಗಳ ಒಳಗಾಗಿ ಅರ್ಜಿ ಸಲ್ಲಿಸಲು ಕೋರಲಾಗಿದೆ. ಪಟ್ಟಣ ಪಂಚಾಯಿತಿ ಅಧ್ಯಕ್ಷ ರತ್ನಮ್ಮ, ಉಪಾಧ್ಯಕ್ಷ ಕಿಲ್ಲಾರ್ ಹಾಗೂ ಮುಖ್ಯಾಧಿಕಾರಿ ಮಂಜುನಾಥ್ ಈ ಬಗ್ಗೆ ಪತ್ರಿಕಾ ಪ್ರಕಟಣೆ ನೀಡಿದ್ದು, 'ಹುಳಿಯಾರು ಪಟ್ಟಣದ ಸ್ವಚ್ಛತೆ ಹಾಗೂ ಪರಿಸರ ಸಂರಕ್ಷಣೆಗೆ ಈ ಯೋಜನೆ ಅತ್ಯಂತ ಅಗತ್ಯವಾದದ್ದು. ಪಟ್ಟಣದ <box>492 819 703 1003</box>
rni-number: RNI: KARKAN/2013/51795 <box>693 8 940 29</box>
speaker-photo <box>1251 1812 1497 2068</box>
article-2-col-4: ಅಭಿವೃದ್ಧಿಯಲ್ಲಿ ಸ್ಥಳೀಯರು ತಮ್ಮ ಸ್ವ ನಿರ್ಧಾರ ಮೂಲಕ ಸಹಕಾರ ನೀಡಬೇಕು ಎಂದು ತಿಳಿಸಿದ್ದಾರೆ. ಪಟ್ಟಣ ಪಂಚಾಯಿತಿ ಕಚೇರಿಯು ಈ ಯೋಜನೆಯ ಮೂಲಕ ಪಟ್ಟಣದಲ್ಲಿ ಘನತ್ಯಾಜ್ಯ ಸಂಗ್ರಹ, ವಿಂಗಡಣೆ ಹಾಗೂ ಸಂಸ್ಕರಣಾ ಘಟಕವನ್ನು ನಿರ್ಮಿಸುವ ಉದ್ದೇಶ ಹೊಂದಿದೆ ಎಂದು ಅಧಿಕಾರಿಗಳು ತಿಳಿಸಿದ್ದಾರೆ. ಹೆಚ್ಚಿನ ಮಾಹಿತಿಗಾಗಿ ಪಟ್ಟಣ ಪಂಚಾಯಿತಿ ಕಚೇರಿಯನ್ನು ಸಂಪರ್ಕಿಸಬಹುದಾಗಿದೆ. <box>717 819 928 1003</box>
